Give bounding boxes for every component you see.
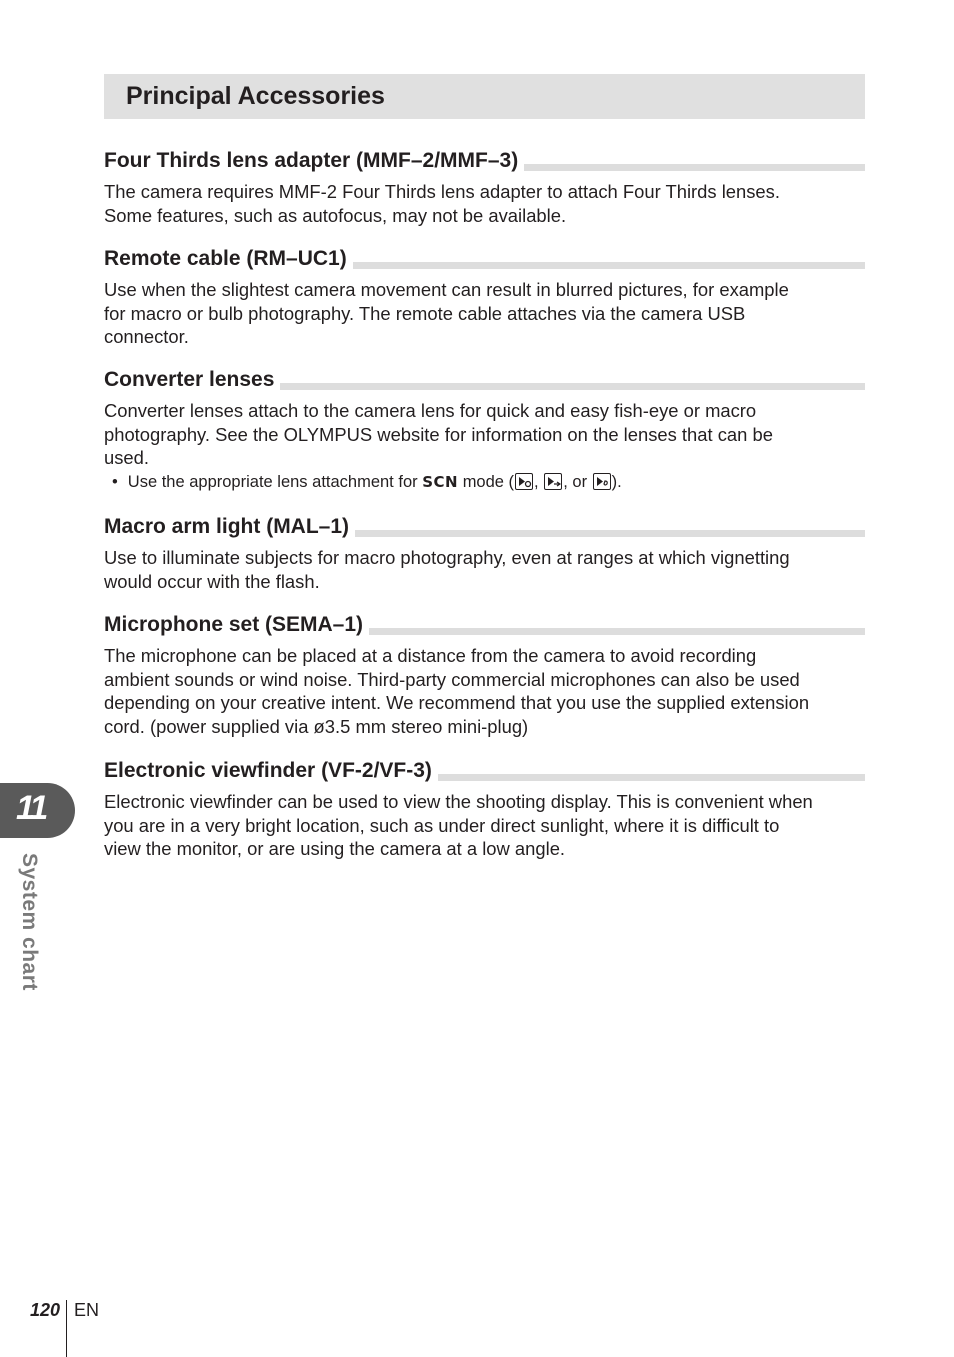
section-heading: Macro arm light (MAL–1) bbox=[104, 514, 355, 540]
section-heading-bar bbox=[104, 612, 865, 640]
section-lens-adapter bbox=[104, 148, 865, 227]
body-line: Some features, such as autofocus, may not be available. bbox=[104, 204, 567, 226]
body-line: Converter lenses attach to the camera lens for quick and easy fish-eye or macro bbox=[104, 400, 757, 421]
section-body bbox=[104, 644, 865, 738]
section-heading-bar bbox=[104, 246, 865, 274]
section-heading-bar bbox=[104, 758, 865, 786]
page-title-bar bbox=[104, 74, 865, 119]
section-converter-lenses bbox=[104, 367, 865, 493]
scn-mode-label: SCN bbox=[422, 472, 459, 491]
bullet-end: ). bbox=[611, 472, 622, 491]
section-macro-arm-light bbox=[104, 514, 865, 593]
body-line: The camera requires MMF-2 Four Thirds lens adapter to attach Four Thirds lenses. bbox=[104, 181, 780, 202]
language-code: EN bbox=[74, 1300, 100, 1320]
section-heading-bar bbox=[104, 514, 865, 542]
section-heading: Four Thirds lens adapter (MMF–2/MMF–3) bbox=[104, 148, 524, 174]
body-line: would occur with the flash. bbox=[104, 570, 320, 592]
page-number: 120 bbox=[30, 1300, 61, 1320]
separator: , bbox=[534, 472, 544, 491]
bullet-text-mode: mode ( bbox=[462, 472, 515, 491]
body-line: Use to illuminate subjects for macro photography, even at ranges at which vignetting bbox=[104, 547, 790, 568]
body-line: connector. bbox=[104, 326, 189, 348]
body-line: depending on your creative intent. We recommend that you use the supplied extension bbox=[104, 692, 810, 714]
body-line: The microphone can be placed at a distance from the camera to avoid recording bbox=[104, 645, 757, 666]
scene-macro-icon bbox=[593, 473, 611, 490]
section-heading: Converter lenses bbox=[104, 367, 280, 393]
body-line: used. bbox=[104, 447, 149, 469]
body-line: you are in a very bright location, such as under direct sunlight, where it is difficult to bbox=[104, 814, 780, 836]
bullet-text: Use the appropriate lens attachment for bbox=[127, 472, 418, 491]
section-electronic-viewfinder bbox=[104, 758, 865, 861]
section-body bbox=[104, 180, 865, 227]
page-title: Principal Accessories bbox=[126, 82, 385, 110]
section-microphone-set bbox=[104, 612, 865, 738]
section-body bbox=[104, 790, 865, 861]
section-body bbox=[104, 278, 865, 349]
body-line: cord. (power supplied via ø3.5 mm stereo mini-plug) bbox=[104, 715, 529, 737]
body-line: Use when the slightest camera movement can result in blurred pictures, for example bbox=[104, 279, 789, 300]
body-line: ambient sounds or wind noise. Third-party commercial microphones can also be used bbox=[104, 668, 800, 690]
section-heading: Electronic viewfinder (VF-2/VF-3) bbox=[104, 758, 438, 784]
section-body bbox=[104, 546, 865, 593]
section-heading: Microphone set (SEMA–1) bbox=[104, 612, 369, 638]
section-heading-bar bbox=[104, 367, 865, 395]
separator: , or bbox=[563, 472, 592, 491]
body-line: Electronic viewfinder can be used to view the shooting display. This is convenient when bbox=[104, 791, 813, 812]
section-heading: Remote cable (RM–UC1) bbox=[104, 246, 353, 272]
section-body bbox=[104, 399, 865, 470]
scene-fisheye-icon bbox=[515, 473, 533, 490]
chapter-tab bbox=[0, 783, 75, 838]
body-line: photography. See the OLYMPUS website for information on the lenses that can be bbox=[104, 423, 773, 445]
scene-wide-icon bbox=[544, 473, 562, 490]
body-line: view the monitor, or are using the camera at a low angle. bbox=[104, 838, 566, 860]
body-line: for macro or bulb photography. The remote cable attaches via the camera USB bbox=[104, 302, 746, 324]
footer-divider bbox=[66, 1300, 67, 1357]
section-heading-bar bbox=[104, 148, 865, 176]
bullet-dot: • bbox=[112, 472, 118, 491]
chapter-side-label: System chart bbox=[18, 853, 41, 991]
chapter-number: 11 bbox=[16, 789, 46, 827]
bullet-note bbox=[112, 472, 865, 493]
section-remote-cable bbox=[104, 246, 865, 349]
